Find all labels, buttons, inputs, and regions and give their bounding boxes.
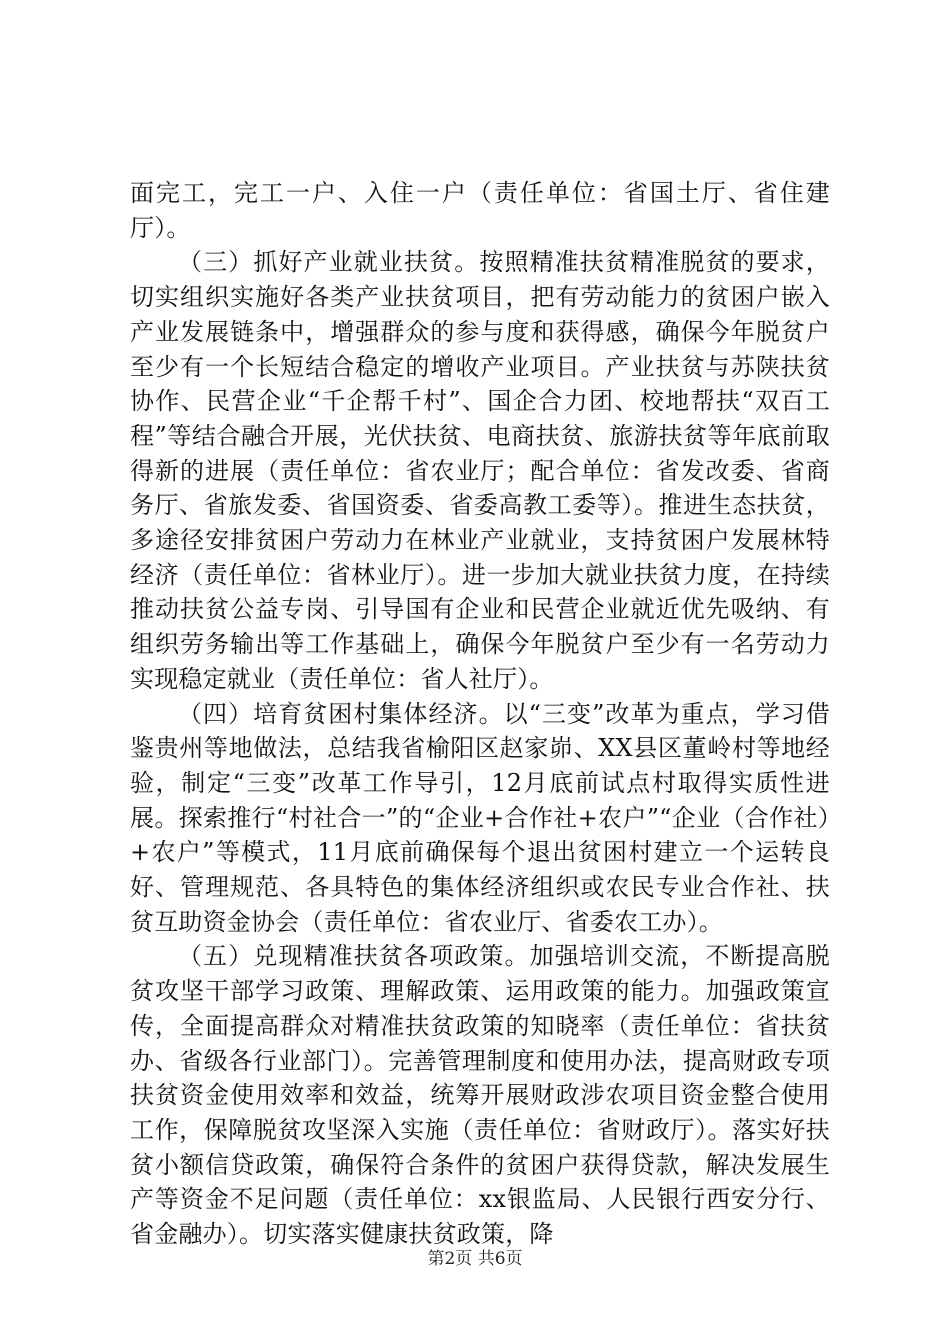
paragraph-section-4: （四）培育贫困村集体经济。以“三变”改革为重点，学习借鉴贵州等地做法，总结我省榆阳区赵家峁、XX县区董岭村等地经验，制定“三变”改革工作导引，12月底前试点村取得实质性进展。探索推行“村社合一”的“企业+合作社+农户”“企业（合作社）+农户”等模式，11月底前确保每个退出贫困村建立一个运转良好、管理规范、各具特色的集体经济组织或农民专业合作社、扶贫互助资金协会（责任单位：省农业厅、省委农工办）。 (130, 699, 830, 936)
paragraph-section-3: （三）抓好产业就业扶贫。按照精准扶贫精准脱贫的要求，切实组织实施好各类产业扶贫项目，把有劳动能力的贫困户嵌入产业发展链条中，增强群众的参与度和获得感，确保今年脱贫户至少有一个长短结合稳定的增收产业项目。产业扶贫与苏陕扶贫协作、民营企业“千企帮千村”、国企合力团、校地帮扶“双百工程”等结合融合开展，光伏扶贫、电商扶贫、旅游扶贫等年底前取得新的进展（责任单位：省农业厅；配合单位：省发改委、省商务厅、省旅发委、省国资委、省委高教工委等）。推进生态扶贫，多途径安排贫困户劳动力在林业产业就业，支持贫困户发展林特经济（责任单位：省林业厅）。进一步加大就业扶贫力度，在持续推动扶贫公益专岗、引导国有企业和民营企业就近优先吸纳、有组织劳务输出等工作基础上，确保今年脱贫户至少有一名劳动力实现稳定就业（责任单位：省人社厅）。 (130, 248, 830, 693)
paragraph-section-5: （五）兑现精准扶贫各项政策。加强培训交流，不断提高脱贫攻坚干部学习政策、理解政策、运用政策的能力。加强政策宣传，全面提高群众对精准扶贫政策的知晓率（责任单位：省扶贫办、省级各行业部门）。完善管理制度和使用办法，提高财政专项扶贫资金使用效率和效益，统筹开展财政涉农项目资金整合使用工作，保障脱贫攻坚深入实施（责任单位：省财政厅）。落实好扶贫小额信贷政策，确保符合条件的贫困户获得贷款，解决发展生产等资金不足问题（责任单位：xx银监局、人民银行西安分行、省金融办）。切实落实健康扶贫政策，降 (130, 942, 830, 1249)
page-number-footer: 第2页 共6页 (427, 1249, 523, 1269)
paragraph-continuation: 面完工，完工一户、入住一户（责任单位：省国土厅、省住建厅）。 (130, 179, 830, 242)
document-body (130, 176, 830, 1252)
